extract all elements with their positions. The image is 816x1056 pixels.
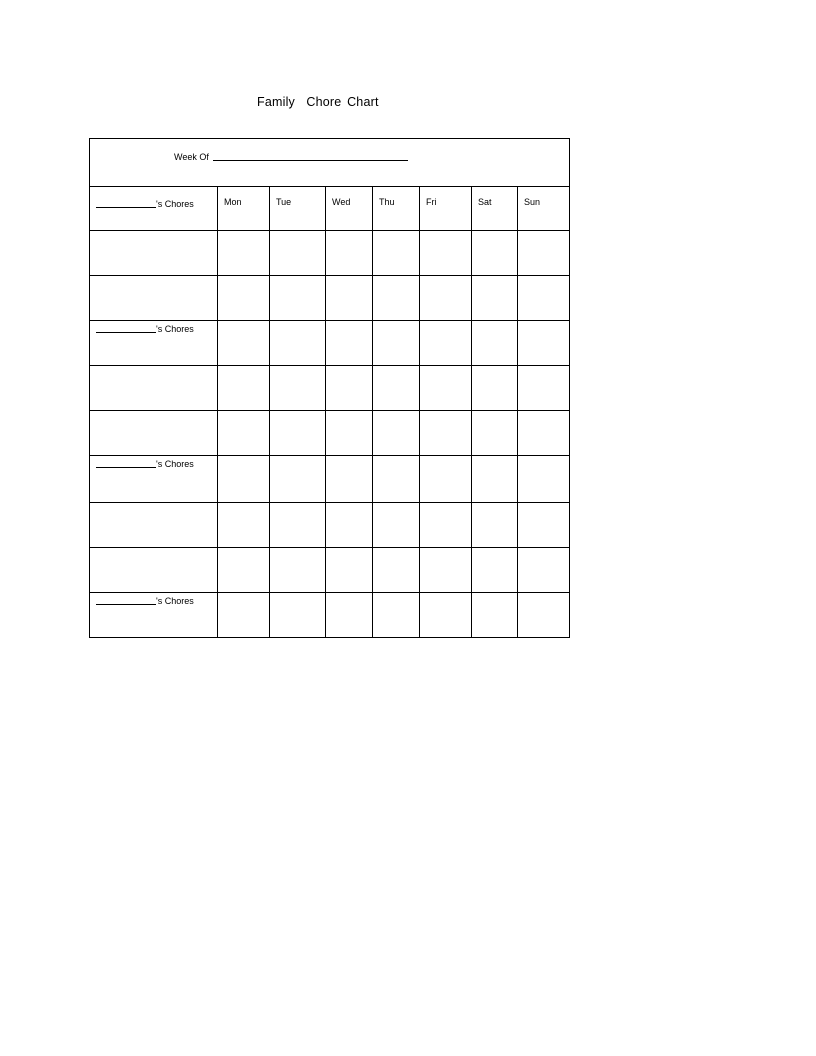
chore-chart-table [89,138,570,638]
name-blank-line[interactable] [96,594,156,605]
chore-row [90,411,570,456]
chores-name-cell [90,187,218,231]
check-cell[interactable] [270,321,326,366]
check-cell[interactable] [373,503,420,548]
check-cell[interactable] [420,456,472,503]
check-cell[interactable] [373,276,420,321]
check-cell[interactable] [373,231,420,276]
chores-name-cell [90,456,218,503]
chore-cell[interactable] [90,411,218,456]
check-cell[interactable] [420,503,472,548]
header-row [90,187,570,231]
week-of-blank-line[interactable] [213,150,408,161]
check-cell[interactable] [326,503,373,548]
week-row [90,139,570,187]
chore-row [90,503,570,548]
check-cell[interactable] [518,456,570,503]
chore-cell[interactable] [90,276,218,321]
chore-cell[interactable] [90,231,218,276]
check-cell[interactable] [373,593,420,638]
check-cell[interactable] [518,321,570,366]
check-cell[interactable] [218,411,270,456]
chore-row [90,593,570,638]
check-cell[interactable] [218,456,270,503]
check-cell[interactable] [218,366,270,411]
check-cell[interactable] [518,231,570,276]
check-cell[interactable] [326,276,373,321]
chores-name-cell [90,321,218,366]
check-cell[interactable] [518,411,570,456]
check-cell[interactable] [270,548,326,593]
chore-cell[interactable] [90,503,218,548]
check-cell[interactable] [373,411,420,456]
check-cell[interactable] [218,548,270,593]
name-blank-line[interactable] [96,197,156,208]
check-cell[interactable] [326,456,373,503]
check-cell[interactable] [373,321,420,366]
check-cell[interactable] [270,276,326,321]
check-cell[interactable] [518,503,570,548]
check-cell[interactable] [218,231,270,276]
week-of-label: Week Of [174,152,209,162]
check-cell[interactable] [218,321,270,366]
check-cell[interactable] [373,456,420,503]
day-header-fri: Fri [420,187,472,231]
check-cell[interactable] [472,593,518,638]
chores-label: 's Chores [156,324,194,334]
check-cell[interactable] [518,366,570,411]
check-cell[interactable] [373,366,420,411]
check-cell[interactable] [218,593,270,638]
check-cell[interactable] [472,366,518,411]
check-cell[interactable] [373,548,420,593]
check-cell[interactable] [326,411,373,456]
day-header-wed: Wed [326,187,373,231]
check-cell[interactable] [270,593,326,638]
check-cell[interactable] [420,366,472,411]
check-cell[interactable] [518,548,570,593]
chore-row [90,276,570,321]
chores-name-cell [90,593,218,638]
check-cell[interactable] [472,548,518,593]
check-cell[interactable] [420,231,472,276]
name-blank-line[interactable] [96,457,156,468]
chore-row [90,321,570,366]
check-cell[interactable] [472,411,518,456]
check-cell[interactable] [270,456,326,503]
chores-label: 's Chores [156,199,194,209]
check-cell[interactable] [472,456,518,503]
chore-row [90,231,570,276]
check-cell[interactable] [218,503,270,548]
check-cell[interactable] [326,366,373,411]
check-cell[interactable] [420,276,472,321]
check-cell[interactable] [420,411,472,456]
chores-label: 's Chores [156,596,194,606]
check-cell[interactable] [420,548,472,593]
day-header-sat: Sat [472,187,518,231]
check-cell[interactable] [270,366,326,411]
chores-label: 's Chores [156,459,194,469]
name-blank-line[interactable] [96,322,156,333]
check-cell[interactable] [270,411,326,456]
check-cell[interactable] [326,321,373,366]
page-title: Family Chore Chart [257,95,379,109]
chore-cell[interactable] [90,366,218,411]
check-cell[interactable] [326,231,373,276]
check-cell[interactable] [420,321,472,366]
day-header-mon: Mon [218,187,270,231]
day-header-sun: Sun [518,187,570,231]
day-header-tue: Tue [270,187,326,231]
check-cell[interactable] [472,231,518,276]
check-cell[interactable] [518,276,570,321]
day-header-thu: Thu [373,187,420,231]
check-cell[interactable] [270,503,326,548]
chore-row [90,456,570,503]
chore-row [90,366,570,411]
check-cell[interactable] [270,231,326,276]
check-cell[interactable] [218,276,270,321]
check-cell[interactable] [420,593,472,638]
chore-row [90,548,570,593]
week-of-cell [90,139,570,187]
check-cell[interactable] [518,593,570,638]
check-cell[interactable] [472,276,518,321]
check-cell[interactable] [472,321,518,366]
check-cell[interactable] [326,548,373,593]
check-cell[interactable] [326,593,373,638]
chore-cell[interactable] [90,548,218,593]
check-cell[interactable] [472,503,518,548]
